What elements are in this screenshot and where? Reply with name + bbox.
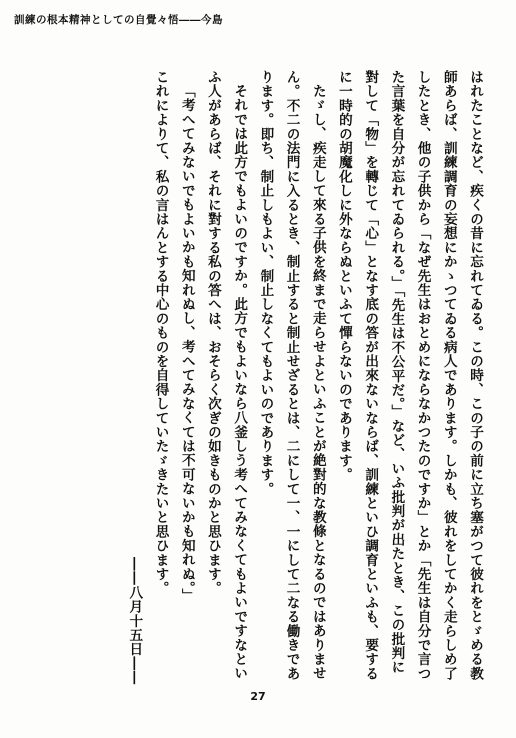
paragraph-3: それでは此方でもよいのですか。此方でもよいなら八釜しう考へてみなくてもよいですなといふ人があらば、それに對する私の答へは、おそらく次ぎの如きものかと思ひます。 (204, 70, 248, 680)
body-text (121, 70, 488, 685)
paragraph-4: 「考へてみないでもよいかも知れぬし、考へてみなくては不可ないかも知れぬ。」 (178, 83, 195, 603)
paragraph-1: はれたことなど、疾くの昔に忘れてゐる。この時、この子の前に立ち塞がつて彼れをとゞめる教師あらば、訓練調育の妄想にかゝつてゐる病人であります。しかも、彼れをしてかく走らしめ了したとき、他の子供から「なぜ先生はおとめにならなかつたのですか」とか「先生は自分で言つた言葉を自分が忘れてゐられる。」「先生は不公平だ。」など、いふ批判が出たとき、この批判に對して「物」を轉じて「心」となす底の答が出來ないならば、訓練といひ調育といふも、要するに一時的の胡魔化しに外ならぬといふて憚らないのであります。 (335, 70, 483, 681)
paragraph-5: これによりて、私の言はんとする中心のものを自得していたゞきたいと思ひます。 (152, 70, 169, 596)
running-head: 訓練の根本精神としての自覺々悟――今島 (14, 14, 223, 26)
date-line: ――八月十五日―― (126, 557, 143, 685)
paragraph-2: たゞし、疾走して來る子供を終まで走らせよといふことが絶對的な教條となるのではありません。不二の法門に入るとき、制止すると制止せざるとは、二にして一、一にして二なる働きであります。即ち、制止しもよい、制止しなくてもよいのであります。 (257, 70, 326, 681)
page-number: 27 (250, 690, 266, 703)
